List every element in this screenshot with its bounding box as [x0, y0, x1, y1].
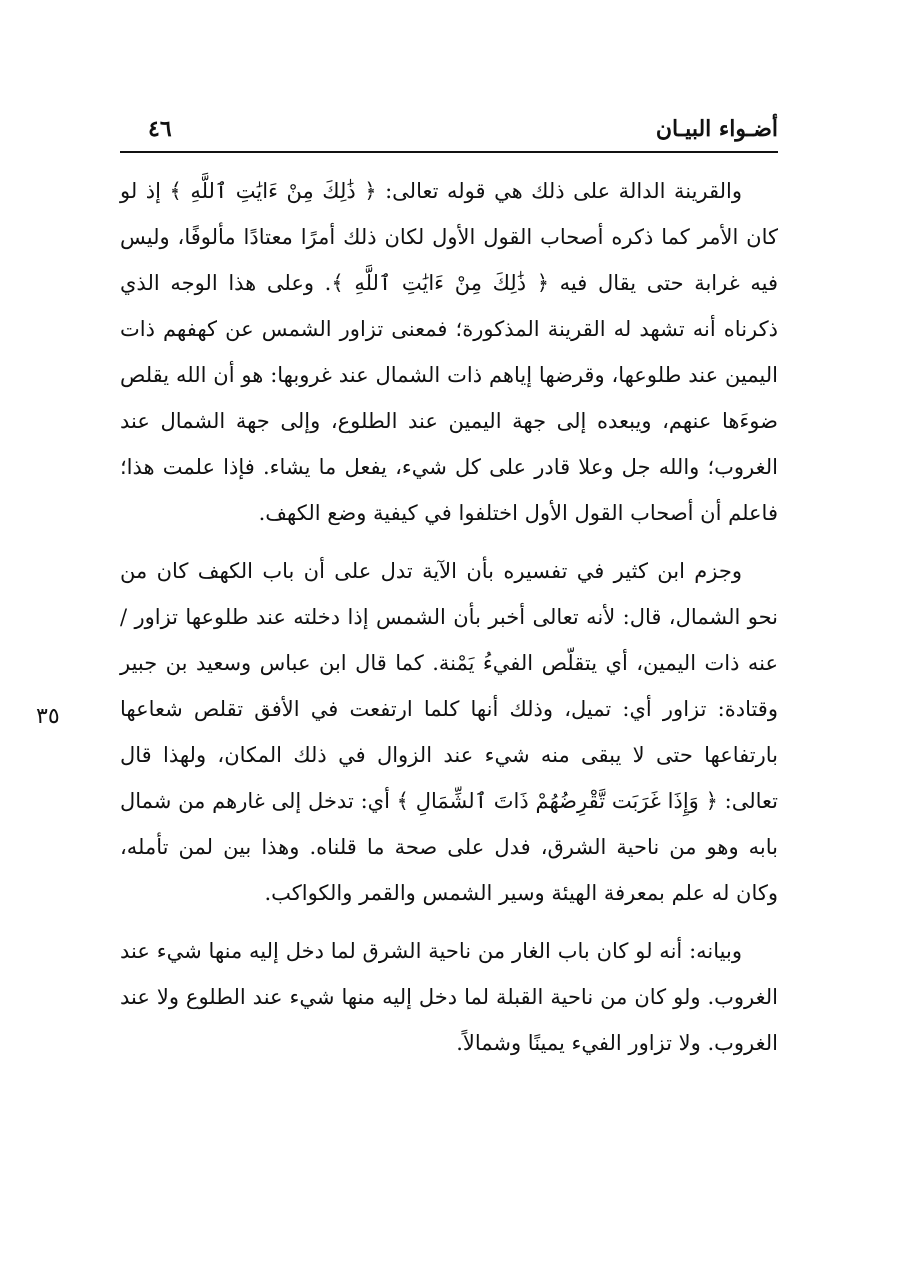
- header-rule: [120, 151, 778, 153]
- paragraph-2: وجزم ابن كثير في تفسيره بأن الآية تدل على أن باب الكهف كان من نحو الشمال، قال: لأنه تعالى أخبر بأن الشمس إذا دخلته عند طلوعها تزاور / عنه ذات اليمين، أي يتقلّص الفيءُ يَمْنة. كما قال ابن عباس وسعيد بن جبير وقتادة: تزاور أي: تميل، وذلك أنها كلما ارتفعت في الأفق تقلص شعاعها بارتفاعها حتى لا يبقى منه شيء عند الزوال في ذلك المكان، ولهذا قال تعالى: ﴿ وَإِذَا غَرَبَت تَّقْرِضُهُمْ ذَاتَ ٱلشِّمَالِ ﴾ أي: تدخل إلى غارهم من شمال بابه وهو من ناحية الشرق، فدل على صحة ما قلناه. وهذا بين لمن تأمله، وكان له علم بمعرفة الهيئة وسير الشمس والقمر والكواكب.: [120, 559, 778, 905]
- running-title: أضـواء البيـان: [655, 116, 778, 142]
- margin-reference-number: ٣٥: [36, 704, 60, 729]
- paragraph-1: والقرينة الدالة على ذلك هي قوله تعالى: ﴿ ذَٰلِكَ مِنْ ءَايَٰتِ ٱللَّهِ ﴾ إذ لو كان الأمر كما ذكره أصحاب القول الأول لكان ذلك أمرًا معتادًا مألوفًا، وليس فيه غرابة حتى يقال فيه ﴿ ذَٰلِكَ مِنْ ءَايَٰتِ ٱللَّهِ ﴾. وعلى هذا الوجه الذي ذكرناه أنه تشهد له القرينة المذكورة؛ فمعنى تزاور الشمس عن كهفهم ذات اليمين عند طلوعها، وقرضها إياهم ذات الشمال عند غروبها: هو أن الله يقلص ضوءَها عنهم، ويبعده إلى جهة اليمين عند الطلوع، وإلى جهة الشمال عند الغروب؛ والله جل وعلا قادر على كل شيء، يفعل ما يشاء. فإذا علمت هذا؛ فاعلم أن أصحاب القول الأول اختلفوا في كيفية وضع الكهف.: [120, 179, 778, 525]
- page-body: [120, 168, 778, 1066]
- paragraph-3: وبيانه: أنه لو كان باب الغار من ناحية الشرق لما دخل إليه منها شيء عند الغروب. ولو كان من ناحية القبلة لما دخل إليه منها شيء عند الطلوع ولا عند الغروب. ولا تزاور الفيء يمينًا وشمالاً.: [120, 939, 778, 1055]
- page-number: ٤٦: [148, 116, 172, 142]
- page-header: [120, 112, 778, 150]
